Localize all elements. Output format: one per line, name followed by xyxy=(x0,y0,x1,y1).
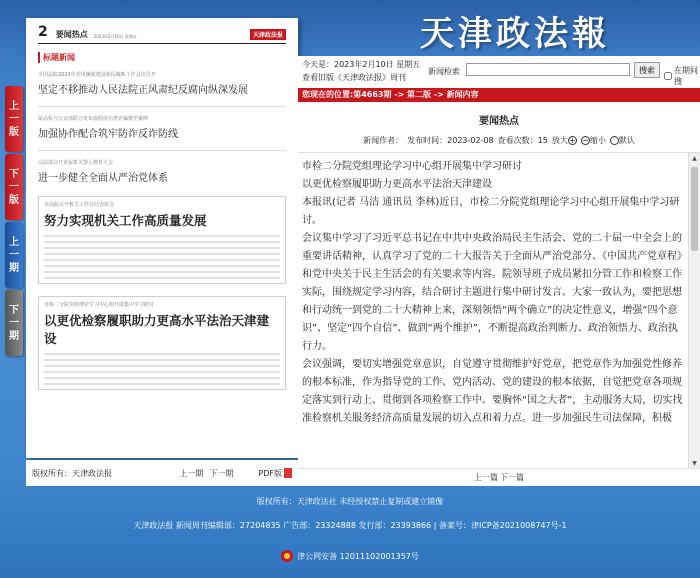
next-page-tab[interactable]: 下 一 版 xyxy=(5,154,23,220)
article-author: 新闻作者： xyxy=(363,136,404,145)
scroll-thumb[interactable] xyxy=(691,167,698,251)
old-version-link[interactable]: 查看旧版《天津政法报》周刊 xyxy=(302,73,406,82)
article-views: 查看次数：15 xyxy=(497,136,548,145)
article-text xyxy=(302,153,684,468)
headline-label: 标题新闻 xyxy=(38,52,286,63)
zoom-in-button[interactable]: 放大 + xyxy=(551,136,576,145)
radio-icon xyxy=(610,136,619,145)
article-body[interactable] xyxy=(298,152,700,468)
paper-masthead: 天津政法报 xyxy=(250,29,286,40)
footer-contacts: 天津政法报 新闻周刊编辑部：27204835 广告部：23324888 发行部：23393866 | 备案号：津ICP备2021008747号-1 xyxy=(133,521,567,530)
article-nav xyxy=(298,468,700,486)
paper-article[interactable]: 全国法院2023年党风廉政建设和反腐败工作会议召开 坚定不移推动人民法院正风肃纪反腐向纵深发展 xyxy=(38,72,248,96)
police-badge-icon xyxy=(281,550,293,562)
paper-article[interactable]: 市高院召开机关工作总结表彰会 努力实现机关工作高质量发展 xyxy=(38,196,286,284)
footer-copyright: 版权所有：天津政法社 未经授权禁止复制或建立镜像 xyxy=(256,497,444,506)
search-input[interactable] xyxy=(466,63,630,76)
article-paragraph: 以更优检察履职助力更高水平法治天津建设 xyxy=(302,179,492,190)
search-label: 新闻检索 xyxy=(428,67,460,76)
search-button[interactable]: 搜索 xyxy=(634,62,660,78)
article-pub-time: 发布时间：2023-02-08 xyxy=(407,136,494,145)
default-size-button[interactable]: 默认 xyxy=(610,135,635,146)
paper-footer-bar xyxy=(26,460,298,486)
article-paragraph: 会议强调，要切实增强党章意识，自觉遵守贯彻维护好党章，把党章作为加强党性修养的根本标准，作为指导党的工作、党内活动、党的建设的根本依据，自觉把党章各项规定落实到行动上、贯彻到各项检察工作中。要胸怀“国之大者”，主动服务大局，切实找准检察机关服务经济高质量发展的切入点和着力点。进一步加强民生司法保障，积极 xyxy=(302,359,683,424)
pdf-icon xyxy=(284,468,292,478)
breadcrumb: 您现在的位置:第4663期 -> 第二版 -> 新闻内容 xyxy=(298,88,700,102)
page-number: 2 xyxy=(38,24,48,40)
scroll-up-icon[interactable]: ▲ xyxy=(692,155,697,162)
top-info-bar xyxy=(298,56,700,88)
minus-icon: − xyxy=(581,136,589,145)
prev-article-link[interactable]: 上一篇 xyxy=(474,473,498,482)
newspaper-page-preview[interactable] xyxy=(26,18,298,458)
paper-article[interactable]: 最高检与公安部联合发布虚假征信类诈骗典型案例 加强协作配合筑牢防诈反诈防线 xyxy=(38,116,178,140)
next-issue-link[interactable]: 下一期 xyxy=(209,468,234,478)
prev-issue-link[interactable]: 上一期 xyxy=(179,468,204,478)
next-article-link[interactable]: 下一篇 xyxy=(500,473,524,482)
plus-icon: + xyxy=(568,136,576,145)
pdf-link[interactable]: PDF版 xyxy=(258,468,292,479)
search-in-period[interactable]: 在期间搜 xyxy=(664,65,700,87)
today-date: 今天是：2023年2月10日 星期五 xyxy=(302,60,421,69)
scroll-down-icon[interactable]: ▼ xyxy=(692,460,697,467)
article-meta xyxy=(298,135,700,146)
article-paragraph: 会议集中学习了习近平总书记在中共中央政治局民主生活会、党的二十届一中全会上的重要讲话精神，认真学习了党的二十大报告关于全面从严治党部分、《中国共产党章程》和党中央关于民主生活会的有关要求等内容。院领导班子成员紧扣分管工作和检察工作实际，围绕规定学习内容，结合研讨主题进行集中研讨发言。大家一致认为，要把思想和行动统一到党的二十大精神上来，深刻领悟“两个确立”的决定性意义，增强“四个意识”、坚定“四个自信”、做到“两个维护”，不断提高政治判断力、政治领悟力、政治执行力。 xyxy=(302,233,682,352)
next-issue-tab[interactable]: 下 一 期 xyxy=(5,290,23,356)
paper-date: 2023年2月10日 星期五 xyxy=(93,34,137,39)
prev-issue-tab[interactable]: 上 一 期 xyxy=(5,222,23,288)
article-paragraph: 市检二分院党组理论学习中心组开展集中学习研讨 xyxy=(302,161,522,172)
footer-police-record[interactable]: 津公网安备 12011102001357号 xyxy=(0,550,700,562)
site-logo: 天津政法報 xyxy=(420,14,610,54)
search-in-period-checkbox[interactable] xyxy=(664,72,672,80)
paper-article[interactable]: 司法部召开直属机关警示教育大会 进一步健全全面从严治党体系 xyxy=(38,160,168,184)
article-paragraph: 本报讯(记者 马洁 通讯员 李林)近日，市检二分院党组理论学习中心组开展集中学习研讨。 xyxy=(302,197,680,226)
zoom-out-button[interactable]: − 缩小 xyxy=(581,136,606,145)
paper-article[interactable]: 市检二分院党组理论学习中心组开展集中学习研讨 以更优检察履职助力更高水平法治天津建设 xyxy=(38,296,286,390)
paper-header xyxy=(38,24,286,44)
article-heading: 要闻热点 xyxy=(479,116,519,127)
page-section: 要闻热点 xyxy=(55,30,88,39)
paper-copyright: 版权所有：天津政法报 xyxy=(32,468,112,478)
prev-page-tab[interactable]: 上 一 版 xyxy=(5,86,23,152)
article-scrollbar[interactable] xyxy=(688,153,700,468)
article-panel xyxy=(298,56,700,486)
